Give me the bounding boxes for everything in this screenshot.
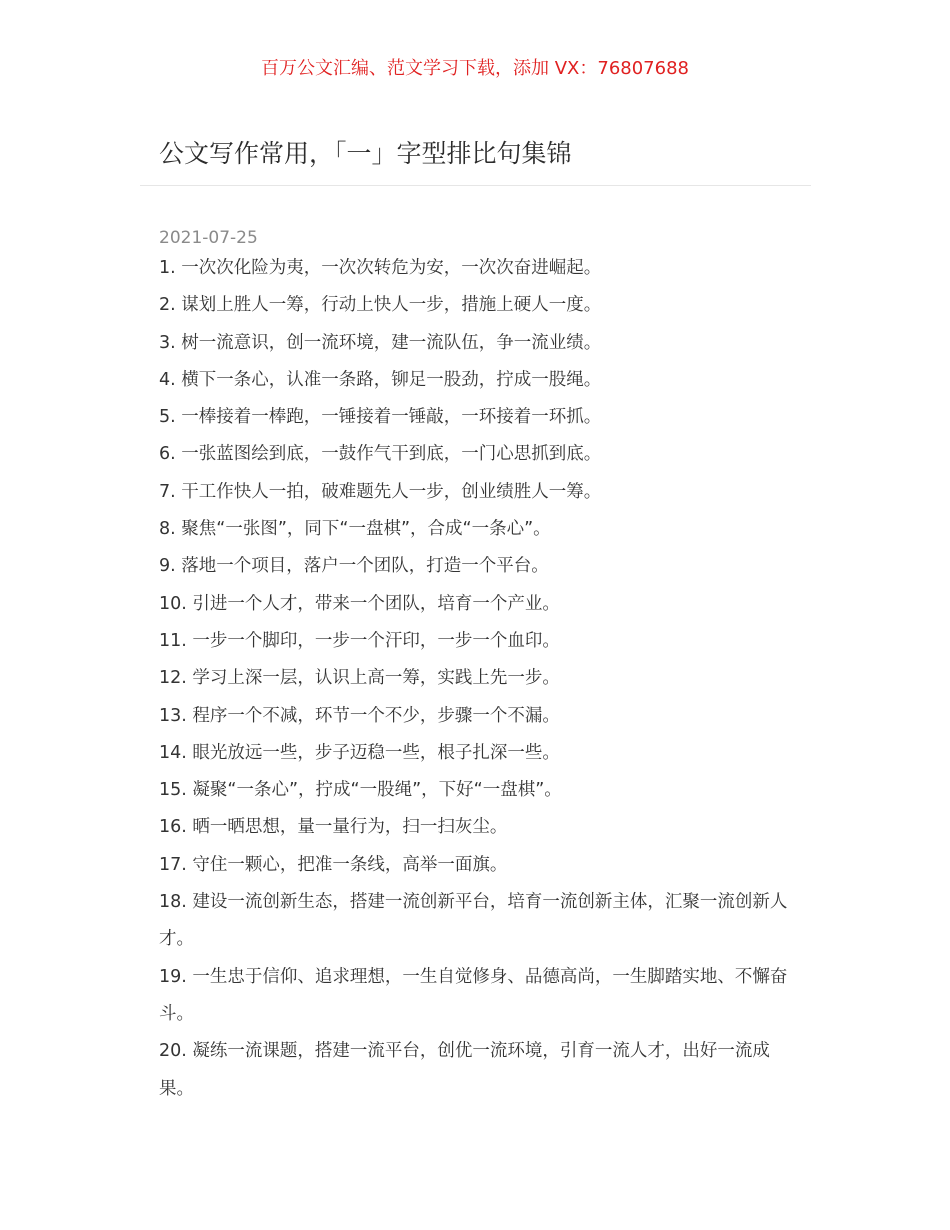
list-item: 2. 谋划上胜人一筹，行动上快人一步，措施上硬人一度。: [159, 295, 602, 316]
list-item: 18. 建设一流创新生态，搭建一流创新平台，培育一流创新主体，汇聚一流创新人才。: [159, 892, 788, 950]
list-item: 6. 一张蓝图绘到底，一鼓作气干到底，一门心思抓到底。: [159, 444, 602, 465]
list-item: 17. 守住一颗心，把准一条线，高举一面旗。: [159, 854, 508, 875]
list-item: 1. 一次次化险为夷，一次次转危为安，一次次奋进崛起。: [159, 258, 602, 278]
list-item: 10. 引进一个人才，带来一个团队，培育一个产业。: [159, 593, 560, 614]
list-item: 9. 落地一个项目，落户一个团队，打造一个平台。: [159, 556, 549, 577]
list-item: 14. 眼光放远一些，步子迈稳一些，根子扎深一些。: [159, 742, 560, 763]
list-item: 11. 一步一个脚印，一步一个汗印，一步一个血印。: [159, 630, 560, 651]
list-item: 7. 干工作快人一拍，破难题先人一步，创业绩胜人一筹。: [159, 481, 602, 502]
list-item: 13. 程序一个不减，环节一个不少，步骤一个不漏。: [159, 705, 560, 726]
list-item: 15. 凝聚“一条心”，拧成“一股绳”，下好“一盘棋”。: [159, 780, 562, 801]
phrase-list: [159, 250, 799, 1108]
publish-date: 2021-07-25: [159, 228, 258, 248]
article-title: 公文写作常用，「一」字型排比句集锦: [159, 139, 572, 168]
list-item: 19. 一生忠于信仰、追求理想，一生自觉修身、品德高尚，一生脚踏实地、不懈奋斗。: [159, 966, 788, 1024]
list-item: 12. 学习上深一层，认识上高一筹，实践上先一步。: [159, 668, 560, 689]
promo-banner: 百万公文汇编、范文学习下载，添加 VX：76807688: [261, 58, 689, 79]
list-item: 4. 横下一条心，认准一条路，铆足一股劲，拧成一股绳。: [159, 369, 602, 390]
title-divider: [140, 185, 811, 186]
list-item: 3. 树一流意识，创一流环境，建一流队伍，争一流业绩。: [159, 332, 602, 353]
list-item: 20. 凝练一流课题，搭建一流平台，创优一流环境，引育一流人才，出好一流成果。: [159, 1041, 770, 1099]
list-item: 5. 一棒接着一棒跑，一锤接着一锤敲，一环接着一环抓。: [159, 407, 602, 428]
list-item: 16. 晒一晒思想，量一量行为，扫一扫灰尘。: [159, 817, 508, 838]
list-item: 8. 聚焦“一张图”，同下“一盘棋”，合成“一条心”。: [159, 519, 551, 540]
